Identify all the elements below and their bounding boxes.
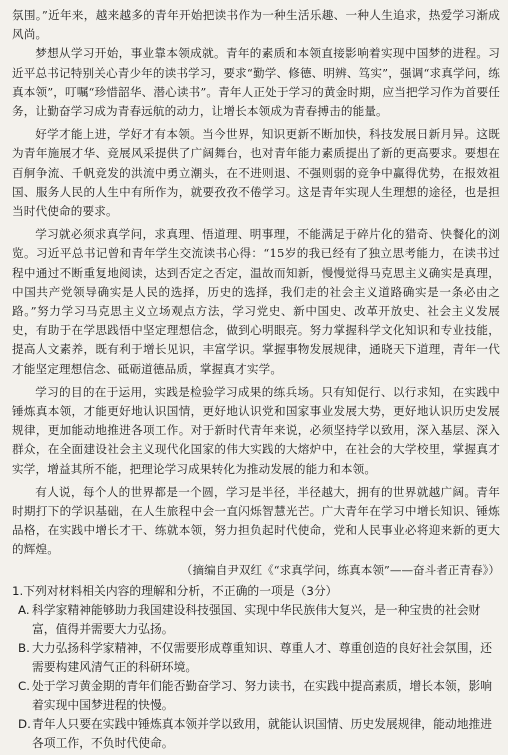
passage-paragraph-2: 好学才能上进，学好才有本领。当今世界，知识更新不断加快，科技发展日新月异。这既为青年施展才华、竞展风采提供了广阔舞台，也对青年能力素质提出了新的更高要求。要想在百舸争流、千帆竞发的洪流中勇立潮头，在不进则退、不强则弱的竞争中赢得优势，在报效祖国、服务人民的人生中有所作为，就要孜孜不倦学习。这是青年实现人生理想的途径，也是担当时代使命的要求。 — [12, 127, 500, 219]
option-d[interactable] — [12, 715, 500, 753]
option-b-letter: B. — [18, 640, 30, 655]
option-a-letter: A. — [18, 602, 30, 617]
passage-source: （摘编自尹双红《“求真学问，练真本领”——奋斗者正青春》） — [180, 562, 500, 577]
passage-paragraph-4: 学习的目的在于运用，实践是检验学习成果的练兵场。只有知促行、以行求知，在实践中锤炼真本领，才能更好地认识国情，更好地认识党和国家事业发展大势，更好地认识历史发展规律，更加能动地推进各项工作。对于新时代青年来说，必须坚持学以致用，深入基层、深入群众，在全面建设社会主义现代化国家的伟大实践的大熔炉中，在社会的大学校里，掌握真才实学，增益其所不能，把理论学习成果转化为推动发展的能力和本领。 — [12, 384, 500, 476]
option-c[interactable] — [12, 677, 500, 715]
option-b[interactable] — [12, 639, 500, 677]
option-c-text: 处于学习黄金期的青年们能否勤奋学习、努力读书，在实践中提高素质，增长本领，影响着实现中国梦进程的快慢。 — [32, 678, 493, 712]
passage-paragraph-0: 氛围。”近年来，越来越多的青年开始把读书作为一种生活乐趣、一种人生追求，热爱学习渐成风尚。 — [12, 8, 500, 42]
option-a[interactable] — [12, 601, 500, 639]
passage-paragraph-3: 学习就必须求真学问，求真理、悟道理、明事理，不能满足于碎片化的猎奇、快餐化的浏览。习近平总书记曾和青年学生交流读书心得：“15岁的我已经有了独立思考能力，在读书过程中通过不断重复地阅读，达到否定之否定，温故而知新，慢慢觉得马克思主义确实是真理，中国共产党领导确实是人民的选择，历史的选择，我们走的社会主义道路确实是一条必由之路。”努力学习马克思主义立场观点方法，学习党史、新中国史、改革开放史、社会主义发展史，有助于在学思践悟中坚定理想信念，做到心明眼亮。努力掌握科学文化知识和专业技能，提高人文素养，既有利于增长见识，丰富学识。掌握事物发展规律，通晓天下道理，青年一代才能坚定理想信念、砥砺道德品质，掌握真才实学。 — [12, 227, 500, 376]
question-stem: 1.下列对材料相关内容的理解和分析，不正确的一项是（3分） — [12, 583, 338, 598]
passage-paragraph-5: 有人说，每个人的世界都是一个圆，学习是半径，半径越大，拥有的世界就越广阔。青年时期打下的学识基础，在人生旅程中会一直闪烁智慧光芒。广大青年在学习中增长知识、锤炼品格，在实践中增长才干、练就本领，努力担负起时代使命，党和人民事业必将迎来新的更大的辉煌。 — [12, 484, 500, 557]
passage-paragraph-1: 梦想从学习开始，事业靠本领成就。青年的素质和本领直接影响着实现中国梦的进程。习近平总书记特别关心青少年的读书学习，要求“勤学、修德、明辨、笃实”，强调“求真学问，练真本领”，叮嘱“珍惜韶华、潜心读书”。青年人正处于学习的黄金时期，应当把学习作为首要任务，让勤奋学习成为青春远航的动力，让增长本领成为青春搏击的能量。 — [12, 46, 500, 119]
option-a-text: 科学家精神能够助力我国建设科技强国、实现中华民族伟大复兴，是一种宝贵的社会财富，值得并需要大力弘扬。 — [32, 602, 481, 636]
option-d-letter: D. — [18, 716, 31, 731]
option-b-text: 大力弘扬科学家精神，不仅需要形成尊重知识、尊重人才、尊重创造的良好社会氛围，还需要构建风清气正的科研环境。 — [32, 640, 493, 674]
option-d-text: 青年人只要在实践中锤炼真本领并学以致用，就能认识国情、历史发展规律，能动地推进各项工作，不负时代使命。 — [32, 716, 493, 750]
option-c-letter: C. — [18, 678, 30, 693]
